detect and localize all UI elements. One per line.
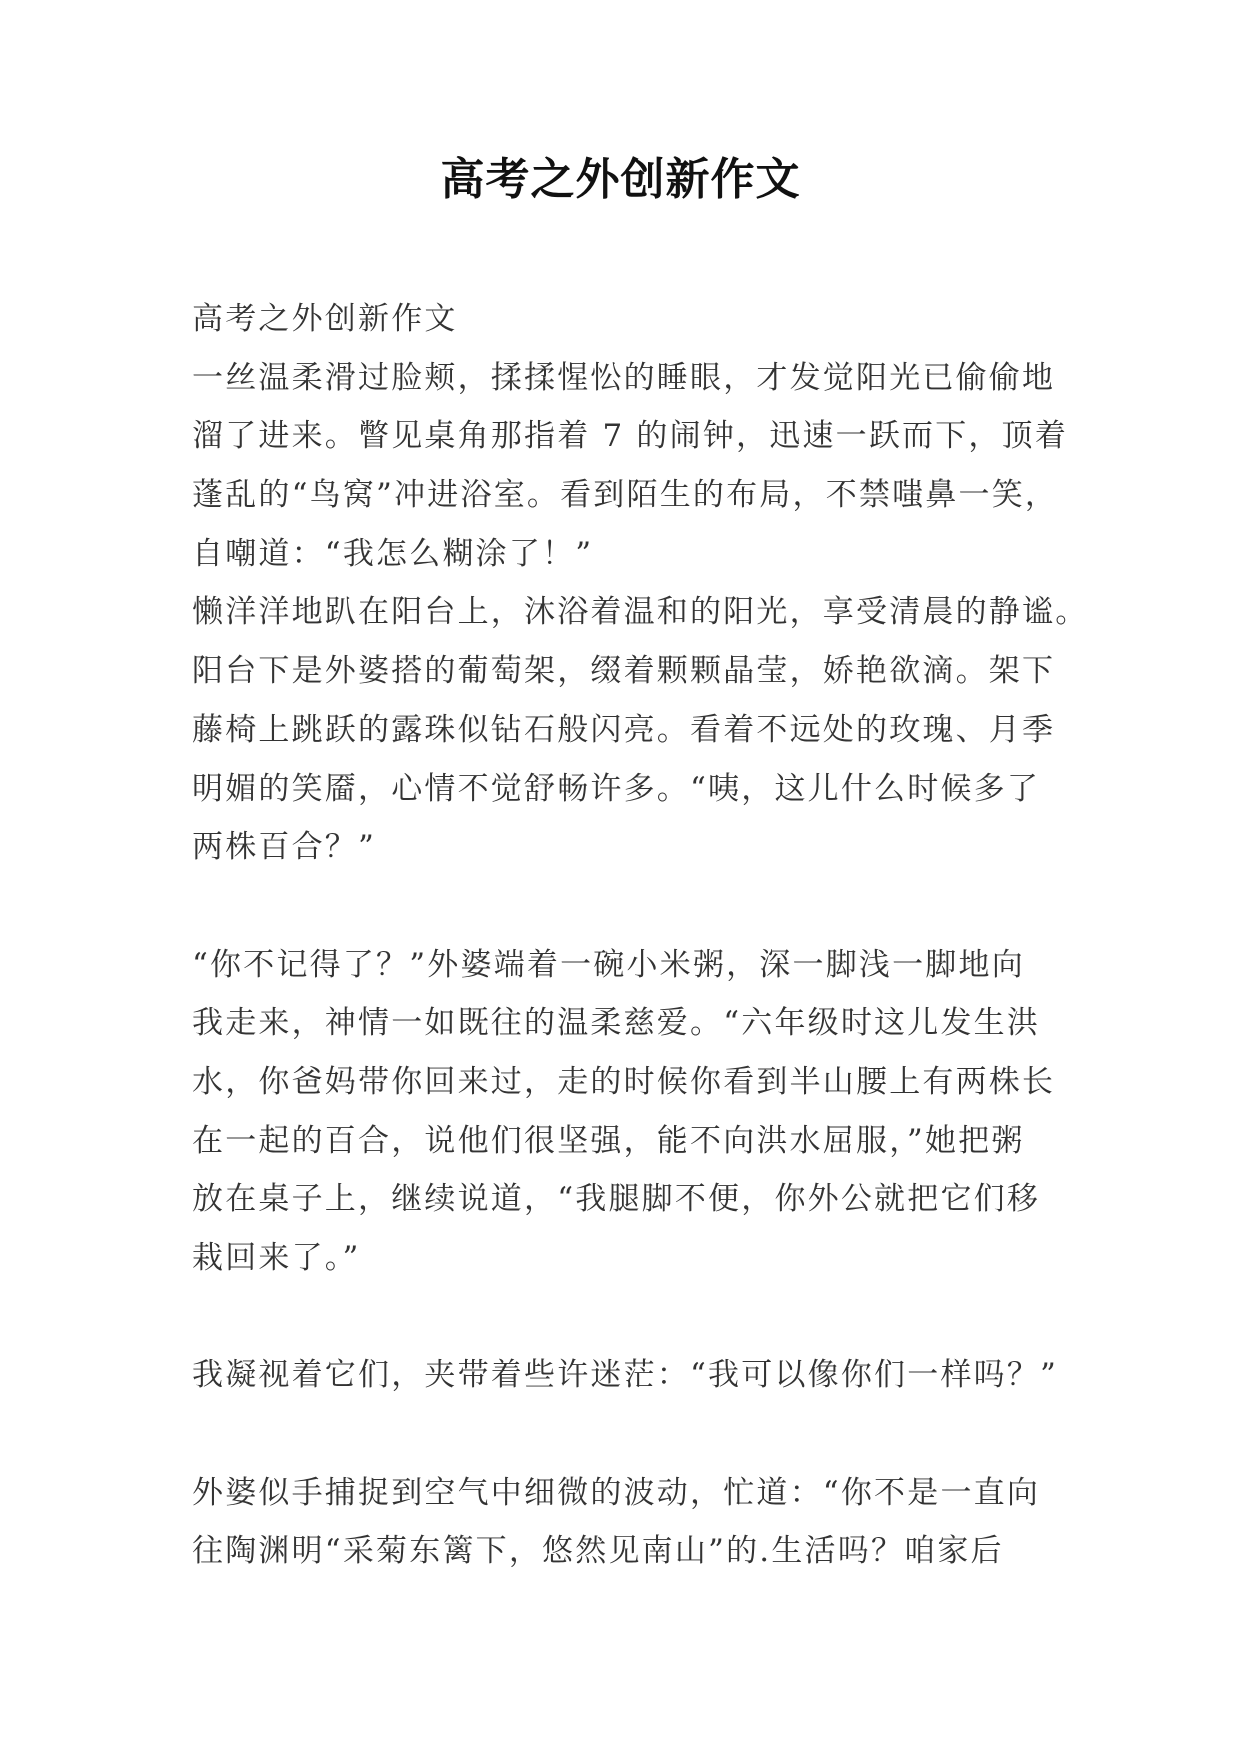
text-line: 溜了进来。瞥见桌角那指着 7 的闹钟，迅速一跃而下，顶着: [192, 418, 1069, 455]
blank-line: [192, 1288, 1072, 1347]
text-line: 自嘲道：“我怎么糊涂了！”: [192, 535, 594, 572]
text-line: 我走来，神情一如既往的温柔慈爱。“六年级时这儿发生洪: [192, 1005, 1041, 1042]
text-line: 藤椅上跳跃的露珠似钻石般闪亮。看着不远处的玫瑰、月季: [192, 711, 1056, 748]
text-line: 往陶渊明“采菊东篱下，悠然见南山”的.生活吗？咱家后: [192, 1533, 1004, 1570]
text-line: 水，你爸妈带你回来过，走的时候你看到半山腰上有两株长: [192, 1063, 1056, 1100]
blank-line: [192, 1405, 1072, 1464]
text-line: 懒洋洋地趴在阳台上，沐浴着温和的阳光，享受清晨的静谧。: [192, 594, 1089, 631]
text-line: 阳台下是外婆搭的葡萄架，缀着颗颗晶莹，娇艳欲滴。架下: [192, 653, 1056, 690]
document-title: 高考之外创新作文: [440, 154, 801, 205]
text-line: 蓬乱的“鸟窝”冲进浴室。看到陌生的布局，不禁嗤鼻一笑，: [192, 477, 1059, 514]
text-line: 外婆似手捕捉到空气中细微的波动，忙道：“你不是一直向: [192, 1474, 1041, 1511]
document-body: [192, 290, 1089, 1581]
text-line: 明媚的笑靥，心情不觉舒畅许多。“咦，这儿什么时候多了: [192, 770, 1041, 807]
text-line: 我凝视着它们，夹带着些许迷茫：“我可以像你们一样吗？”: [192, 1357, 1059, 1394]
text-line: 在一起的百合，说他们很坚强，能不向洪水屈服，”她把粥: [192, 1122, 1025, 1159]
text-line: 两株百合？”: [192, 829, 377, 866]
blank-line: [192, 877, 1072, 936]
text-line: 放在桌子上，继续说道，“我腿脚不便，你外公就把它们移: [192, 1181, 1041, 1218]
text-line: “你不记得了？”外婆端着一碗小米粥，深一脚浅一脚地向: [192, 946, 1025, 983]
text-line: 栽回来了。”: [192, 1240, 361, 1276]
text-line: 一丝温柔滑过脸颊，揉揉惺忪的睡眼，才发觉阳光已偷偷地: [192, 359, 1056, 396]
text-line: 高考之外创新作文: [192, 301, 458, 337]
